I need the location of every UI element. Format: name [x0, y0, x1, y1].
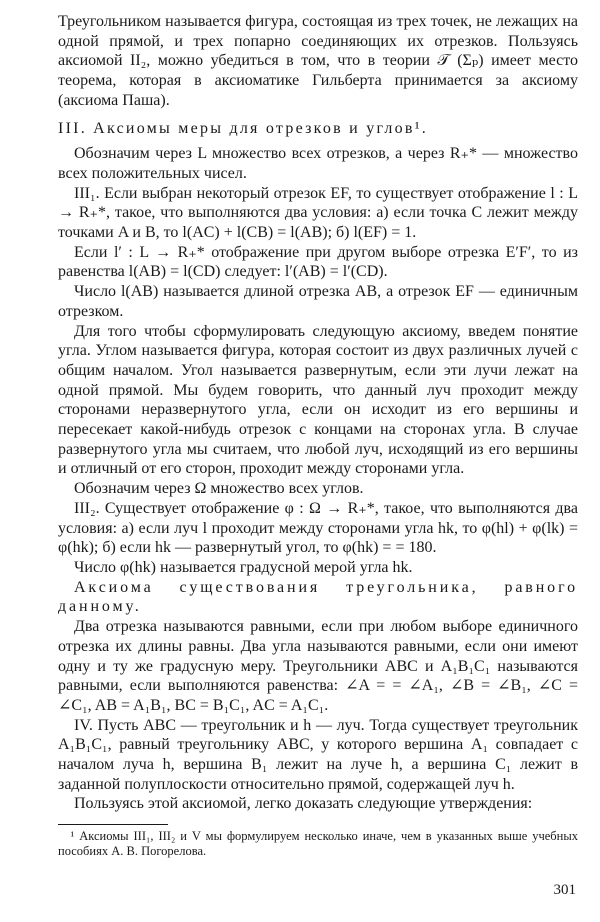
page-number: 301 — [553, 882, 576, 898]
paragraph-set-of-angles: Обозначим через Ω множество всех углов. — [74, 480, 364, 498]
paragraph-equality-definitions: Два отрезка называются равными, если при любом выборе единичного отрезка их длины равны. Два угла называются равными, если они имеют одну и ту же градусную меру. Треугольники ABC и A₁B₁C₁ называются равными, если выполняются равенства: ∠A = = ∠A₁, ∠B = ∠B₁, ∠C = ∠C₁, AB = A₁B₁, BC = B₁C₁, AC = A₁C₁. — [58, 618, 578, 714]
paragraph-other-unit-segment: Если l′ : L → R₊* отображение при другом выборе отрезка E′F′, то из равенства l(AB) = l(CD) следует: l′(AB) = l′(CD). — [58, 243, 578, 281]
axiom-IV: IV. Пусть ABC — треугольник и h — луч. Тогда существует треугольник A₁B₁C₁, равный треугольнику ABC, у которого вершина A₁ совпадает с началом луча h, вершина B₁ лежит на луче h, а вершина C₁ лежит в заданной полуплоскости относительно прямой, содержащей луч h. — [58, 716, 578, 793]
footnote-divider — [58, 824, 168, 825]
paragraph-degree-measure: Число φ(hk) называется градусной мерой угла hk. — [74, 558, 413, 576]
paragraph-angle-definition: Для того чтобы сформулировать следующую аксиому, введем понятие угла. Углом называется фигура, которая состоит из двух различных лучей с общим началом. Угол называется развернутым, если эти лучи лежат на одной прямой. Мы будем говорить, что данный луч проходит между сторонами неразвернутого угла, если он исходит из его вершины и пересекает какой-нибудь отрезок с концами на сторонах угла. В случае развернутого угла мы считаем, что любой луч, исходящий из его вершины и отличный от его сторон, проходит между сторонами угла. — [58, 322, 578, 478]
page-body — [58, 12, 578, 859]
heading-triangle-existence-axiom: Аксиома существования треугольника, равного данному. — [58, 578, 578, 616]
section-heading-measure-axioms: III. Аксиомы меры для отрезков и углов¹. — [58, 119, 428, 137]
paragraph-set-of-segments: Обозначим через L множество всех отрезков, а через R₊* — множество всех положительных чисел. — [58, 145, 578, 182]
footnote: ¹ Аксиомы III₁, III₂ и V мы формулируем несколько иначе, чем в указанных выше учебных пособиях А. В. Погорелова. — [58, 829, 578, 859]
paragraph-length-definition: Число l(AB) называется длиной отрезка AB, а отрезок EF — единичным отрезком. — [58, 283, 578, 320]
axiom-III1: III₁. Если выбран некоторый отрезок EF, то существует отображение l : L → R₊*, такое, что выполняются два условия: а) если точка C лежит между точками A и B, то l(AC) + l(CB) = l(AB); б) l(EF) = 1. — [58, 184, 578, 242]
axiom-III2: III₂. Существует отображение φ : Ω → R₊*, такое, что выполняются два условия: а) если луч l проходит между сторонами угла hk, то φ(hl) + φ(lk) = φ(hk); б) если hk — развернутый угол, то φ(hk) = = 180. — [58, 499, 579, 557]
paragraph-consequences: Пользуясь этой аксиомой, легко доказать следующие утверждения: — [74, 795, 533, 813]
paragraph-triangle-definition: Треугольником называется фигура, состоящая из трех точек, не лежащих на одной прямой, и трех попарно соединяющих их отрезков. Пользуясь аксиомой II₂, можно убедиться в том, что в теории 𝒯 (Σₚ) имеет место теорема, которая в аксиоматике Гильберта принимается за аксиому (аксиома Паша). — [58, 13, 578, 109]
